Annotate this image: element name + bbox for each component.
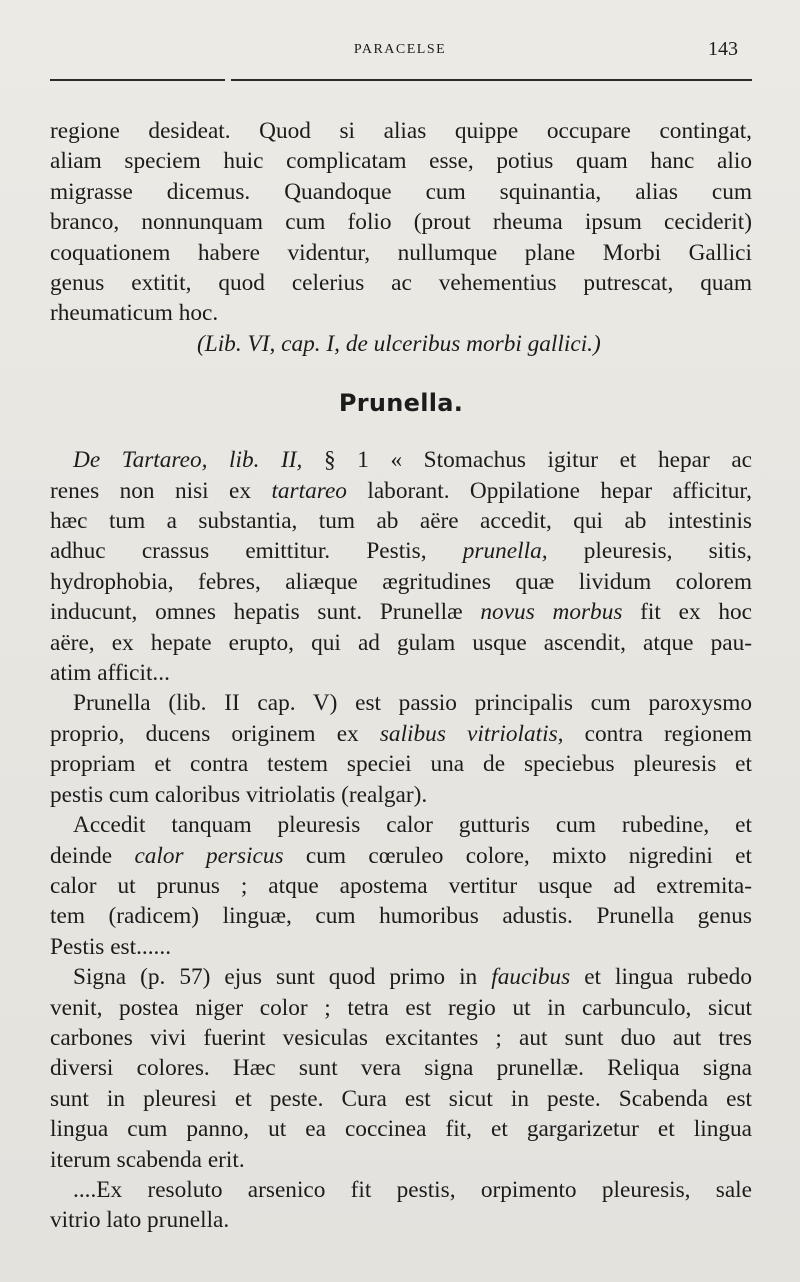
- italic-term: salibus vitriolatis,: [379, 720, 564, 747]
- text-line: [50, 536, 752, 566]
- source-reference: De Tartareo, lib. II,: [73, 447, 303, 474]
- text-line: atim afficit...: [50, 660, 170, 687]
- text-run: fit ex hoc: [622, 599, 752, 626]
- text-line: Accedit tanquam pleuresis calor gutturis cum rubedine, et: [73, 812, 752, 839]
- text-line: hydrophobia, febres, aliæque ægritudines quæ lividum colorem: [50, 568, 752, 595]
- text-line: Prunella (lib. II cap. V) est passio principalis cum paroxysmo: [73, 690, 752, 717]
- text-line: [50, 962, 752, 992]
- text-run: § 1 « Stomachus igitur et hepar ac: [302, 447, 752, 474]
- text-run: proprio, ducens originem ex: [50, 720, 380, 747]
- text-line: rheumaticum hoc.: [50, 300, 219, 327]
- header-rule: [50, 79, 752, 81]
- text-run: cum cœruleo colore, mixto nigredini et: [283, 842, 752, 869]
- text-run: inducunt, omnes hepatis sunt. Prunellæ: [50, 599, 481, 626]
- italic-term: faucibus: [491, 964, 571, 991]
- text-line: aëre, ex hepate erupto, qui ad gulam usque ascendit, atque pau-: [50, 629, 752, 656]
- text-line: ....Ex resoluto arsenico fit pestis, orpimento pleuresis, sale: [73, 1176, 752, 1203]
- text-run: Signa (p. 57) ejus sunt quod primo in: [73, 964, 492, 991]
- text-line: carbones vivi fuerint vesiculas excitantes ; aut sunt duo aut tres: [50, 1024, 752, 1051]
- page-number: 143: [708, 38, 738, 60]
- text-line: [50, 476, 752, 506]
- italic-term: prunella,: [462, 538, 548, 565]
- text-line: tem (radicem) linguæ, cum humoribus adustis. Prunella genus: [50, 903, 752, 930]
- text-line: [50, 719, 752, 749]
- italic-term: novus morbus: [480, 599, 623, 626]
- citation: [50, 329, 752, 359]
- italic-term: calor persicus: [134, 842, 284, 869]
- running-title: PARACELSE: [353, 42, 447, 57]
- text-line: venit, postea niger color ; tetra est regio ut in carbunculo, sicut: [50, 994, 752, 1021]
- quote-continuation: [50, 116, 752, 359]
- section-heading: Prunella.: [338, 389, 464, 418]
- text-line: pestis cum caloribus vitriolatis (realgar).: [50, 781, 428, 808]
- text-line: regione desideat. Quod si alias quippe occupare contingat,: [50, 118, 752, 144]
- text-line: calor ut prunus ; atque apostema vertitur usque ad extremita-: [50, 872, 752, 899]
- text-line: diversi colores. Hæc sunt vera signa prunellæ. Reliqua signa: [50, 1055, 752, 1082]
- text-line: coquationem habere videntur, nullumque plane Morbi Gallici: [50, 239, 752, 266]
- text-line: migrasse dicemus. Quandoque cum squinantia, alias cum: [50, 178, 752, 205]
- text-line: genus extitit, quod celerius ac vehementius putrescat, quam: [50, 270, 752, 297]
- text-run: contra regionem: [563, 720, 752, 747]
- text-run: laborant. Oppilatione hepar afficitur,: [346, 477, 752, 504]
- text-line: sunt in pleuresi et peste. Cura est sicut in peste. Scabenda est: [50, 1085, 752, 1112]
- text-run: renes non nisi ex: [50, 477, 272, 504]
- text-run: et lingua rubedo: [570, 964, 752, 991]
- paragraph-2: [50, 688, 752, 810]
- citation-text: (Lib. VI, cap. I, de ulceribus morbi gallici.): [197, 330, 601, 357]
- body-text: [50, 116, 752, 1236]
- paragraph-3: [50, 810, 752, 962]
- text-run: adhuc crassus emittitur. Pestis,: [50, 538, 427, 565]
- text-line: Pestis est......: [50, 933, 172, 960]
- text-line: propriam et contra testem speciei una de speciebus pleuresis et: [50, 751, 752, 778]
- italic-term: tartareo: [271, 477, 347, 504]
- text-line: aliam speciem huic complicatam esse, potius quam hanc alio: [50, 148, 752, 175]
- paragraph-5: [50, 1175, 752, 1236]
- text-line: branco, nonnunquam cum folio (prout rheuma ipsum ceciderit): [50, 209, 752, 236]
- paragraph-4: [50, 962, 752, 1175]
- text-line: lingua cum panno, ut ea coccinea fit, et gargarizetur et lingua: [50, 1116, 752, 1143]
- text-line: vitrio lato prunella.: [50, 1207, 230, 1234]
- text-line: hæc tum a substantia, tum ab aëre accedit, qui ab intestinis: [50, 508, 752, 535]
- text-line: [50, 445, 752, 475]
- running-head: [50, 38, 750, 68]
- text-line: [50, 841, 752, 871]
- text-run: deinde: [50, 842, 135, 869]
- paragraph-1: [50, 445, 752, 688]
- text-run: pleuresis, sitis,: [547, 538, 752, 565]
- text-line: [50, 597, 752, 627]
- text-line: iterum scabenda erit.: [50, 1146, 245, 1173]
